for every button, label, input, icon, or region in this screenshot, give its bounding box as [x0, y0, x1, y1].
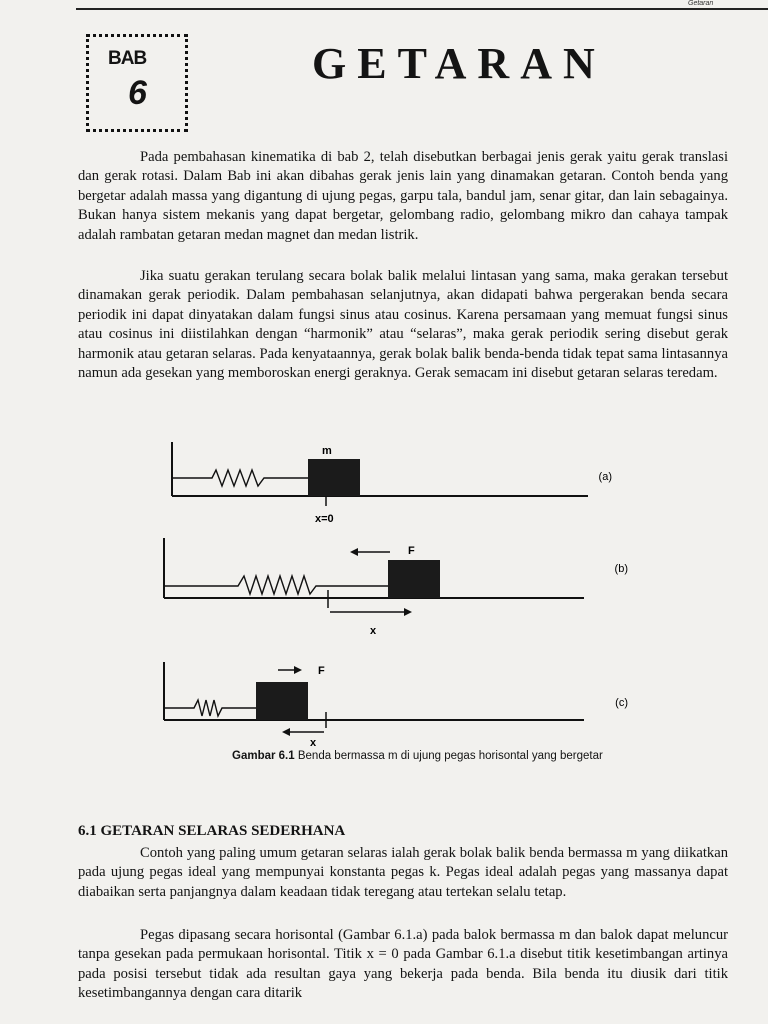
- chapter-label: BAB: [108, 48, 147, 69]
- section-paragraph-1: Contoh yang paling umum getaran selaras ialah gerak bolak balik benda bermassa m yang diikatkan pada ujung pegas ideal yang mempunyai konstanta pegas k. Pegas ideal adalah pegas yang massanya dapat diabaikan serta panjangnya dalam keadaan tidak teregang atau tertekan selalu tetap.: [78, 845, 728, 900]
- figure-spring-mass: [150, 434, 628, 764]
- figure-diagram: [150, 434, 628, 754]
- caption-label: Gambar 6.1: [232, 750, 295, 762]
- label-x0: x=0: [315, 513, 334, 525]
- figure-caption: [232, 750, 603, 762]
- section-heading: 6.1 GETARAN SELARAS SEDERHANA: [78, 823, 346, 839]
- chapter-number: 6: [128, 74, 147, 112]
- chapter-title: GETARAN: [312, 39, 606, 88]
- label-force-c: F: [318, 665, 325, 677]
- panel-label-b: (b): [614, 563, 628, 575]
- intro-paragraph-2: Jika suatu gerakan terulang secara bolak balik melalui lintasan yang sama, maka gerakan tersebut dinamakan gerak periodik. Dalam pembahasan selanjutnya, akan didapati bahwa pergerakan benda secara periodik ini dapat dinyatakan dalam fungsi sinus atau cosinus. Karena persamaan yang memuat fungsi sinus atau cosinus ini diistilahkan dengan “harmonik” atau “selaras”, maka gerak periodik sering disebut gerak harmonik atau getaran selaras. Pada kenyataannya, gerak bolak balik benda-benda tidak tepat sama lintasannya namun ada gesekan yang memboroskan energi geraknya. Gerak semacam ini disebut getaran selaras teredam.: [78, 268, 728, 382]
- label-force-b: F: [408, 545, 415, 557]
- panel-c-diagram: [164, 662, 628, 749]
- mass-block-c: [256, 682, 308, 720]
- label-mass: m: [322, 445, 332, 457]
- chapter-badge: [86, 34, 186, 130]
- panel-b-diagram: [164, 538, 628, 637]
- section-paragraph-2: Pegas dipasang secara horisontal (Gambar 6.1.a) pada balok bermassa m dan balok dapat meluncur tanpa gesekan pada permukaan horisontal. Titik x = 0 pada Gambar 6.1.a disebut titik kesetimbangan artinya pada posisi tersebut tidak ada resultan gaya yang bekerja pada benda. Bila benda itu diusik dari titik kesetimbangannya dengan cara ditarik: [78, 927, 728, 1002]
- panel-a-diagram: [172, 442, 612, 525]
- caption-text: Benda bermassa m di ujung pegas horisontal yang bergetar: [294, 750, 603, 762]
- panel-label-a: (a): [598, 471, 612, 483]
- mass-block-a: [308, 459, 360, 496]
- running-header: Getaran: [688, 0, 714, 7]
- mass-block-b: [388, 560, 440, 598]
- label-x-c: x: [310, 737, 317, 749]
- intro-paragraph-1: Pada pembahasan kinematika di bab 2, telah disebutkan berbagai jenis gerak yaitu gerak translasi dan gerak rotasi. Dalam Bab ini akan dibahas gerak jenis lain yang dinamakan getaran. Contoh benda yang bergetar adalah massa yang digantung di ujung pegas, garpu tala, bandul jam, senar gitar, dan lain sebagainya. Bukan hanya sistem mekanis yang dapat bergetar, gelombang radio, gelombang mikro dan cahaya tampak adalah rambatan getaran medan magnet dan medan listrik.: [78, 149, 728, 243]
- label-x-b: x: [370, 625, 377, 637]
- header-rule: [76, 8, 768, 10]
- panel-label-c: (c): [615, 697, 628, 709]
